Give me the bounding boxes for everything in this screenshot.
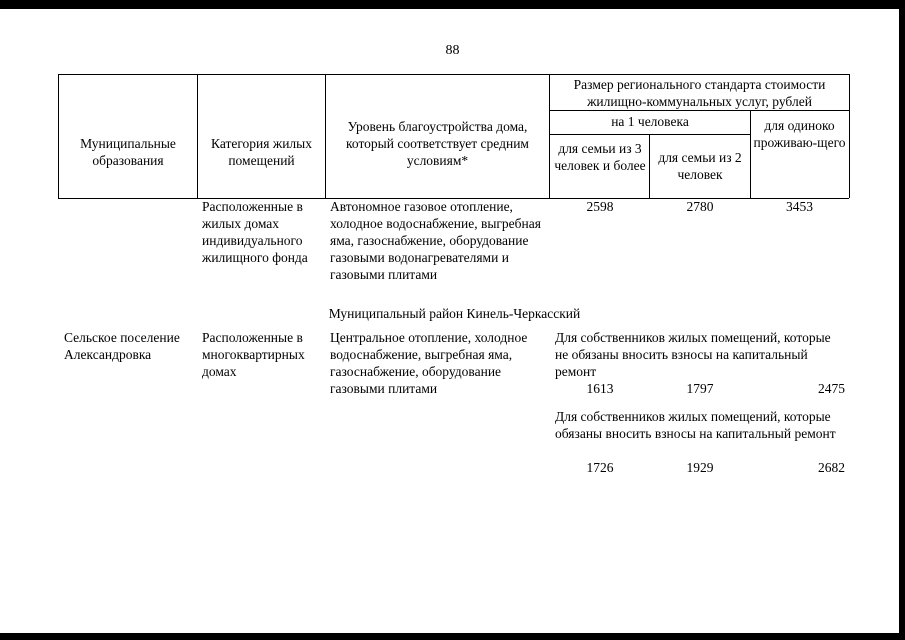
row1-level: Автономное газовое отопление, холодное водоснабжение, выгребная яма, газоснабжение, оборудование газовыми водонагревателями и газовыми плитами [330, 199, 541, 282]
header-municipality: Муниципальные образования [80, 136, 176, 168]
row1-value-family-2: 2780 [686, 199, 714, 214]
section-title: Муниципальный район Кинель-Черкасский [328, 306, 581, 321]
row2-note-capital-repair: Для собственников жилых помещений, которые обязаны вносить взносы на капитальный ремонт [555, 409, 836, 441]
header-category: Категория жилых помещений [211, 136, 312, 168]
row1-value-single: 3453 [786, 199, 813, 214]
col-divider [197, 74, 198, 198]
row2a-value-family-3: 1613 [586, 381, 614, 396]
row2-category: Расположенные в многоквартирных домах [202, 330, 305, 379]
col-divider [58, 74, 59, 198]
header-family-2: для семьи из 2 человек [658, 150, 742, 182]
col-divider [649, 134, 650, 198]
scan-border-right [899, 0, 905, 640]
row2b-value-family-2: 1929 [686, 460, 714, 475]
header-single: для одиноко проживаю-щего [753, 118, 846, 150]
header-per-person: на 1 человека [611, 114, 689, 129]
row2-municipality: Сельское поселение Александровка [64, 330, 180, 362]
header-standard: Размер регионального стандарта стоимости жилищно-коммунальных услуг, рублей [573, 77, 826, 109]
header-level: Уровень благоустройства дома, который соответствует средним условиям* [346, 119, 529, 168]
scan-border-bottom [0, 633, 905, 640]
row2a-value-single: 2475 [818, 381, 845, 396]
col-divider [325, 74, 326, 198]
table-top-border [58, 74, 849, 75]
col-divider [849, 74, 850, 198]
row2-level: Центральное отопление, холодное водоснабжение, выгребная яма, газоснабжение, оборудование газовыми плитами [330, 330, 528, 396]
row2-note-no-capital-repair: Для собственников жилых помещений, которые не обязаны вносить взносы на капитальный ремонт [555, 330, 831, 379]
row2b-value-family-3: 1726 [586, 460, 614, 475]
row2b-value-single: 2682 [818, 460, 845, 475]
header-family-3: для семьи из 3 человек и более [554, 141, 646, 173]
row2a-value-family-2: 1797 [686, 381, 714, 396]
row1-value-family-3: 2598 [586, 199, 614, 214]
row1-category: Расположенные в жилых домах индивидуального жилищного фонда [202, 199, 308, 265]
standard-subheader-line [549, 110, 849, 111]
col-divider [549, 74, 550, 198]
scan-border-top [0, 0, 905, 9]
page-number: 88 [445, 43, 460, 58]
col-divider [750, 110, 751, 198]
